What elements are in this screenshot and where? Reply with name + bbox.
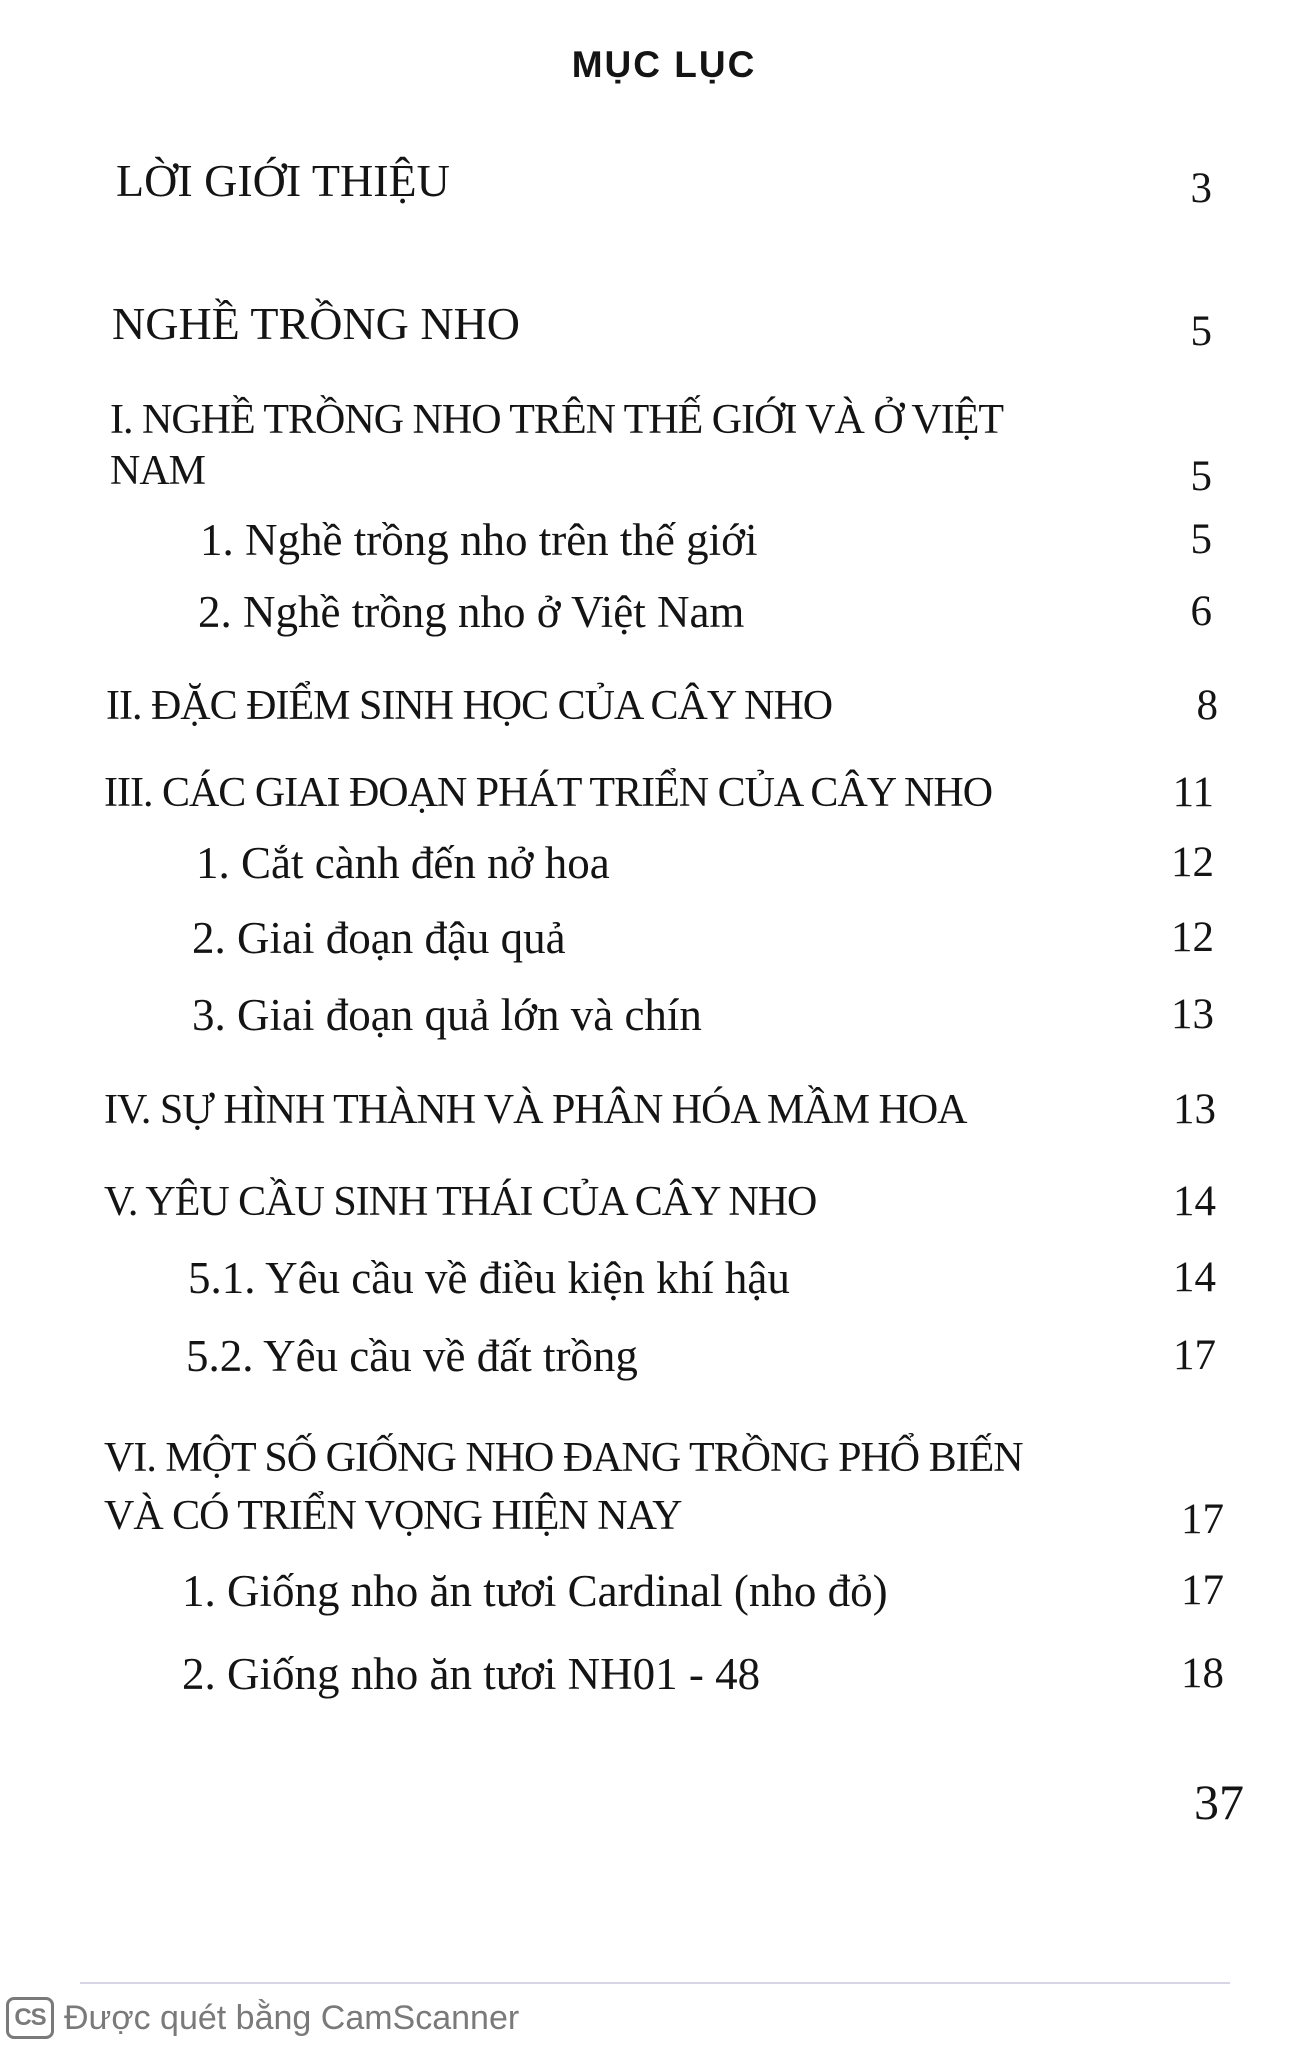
toc-entry-page: 13 <box>1171 991 1214 1038</box>
toc-entry-page: 5 <box>1190 516 1212 563</box>
toc-entry <box>0 912 1308 972</box>
toc-entry-label: 2. Nghề trồng nho ở Việt Nam <box>198 587 745 637</box>
toc-entry-label: 1. Giống nho ăn tươi Cardinal (nho đỏ) <box>182 1566 888 1616</box>
toc-entry <box>0 514 1308 574</box>
toc-entry <box>0 586 1308 646</box>
toc-entry <box>0 1565 1308 1625</box>
toc-entry-label: 1. Nghề trồng nho trên thế giới <box>200 515 758 565</box>
toc-entry <box>0 767 1308 827</box>
toc-entry-label: 5.1. Yêu cầu về điều kiện khí hậu <box>188 1253 790 1303</box>
camscanner-logo-icon: CS <box>6 1997 54 2039</box>
toc-entry-label: LỜI GIỚI THIỆU <box>116 155 450 206</box>
toc-entry <box>0 298 1308 358</box>
toc-entry-page: 18 <box>1181 1650 1224 1697</box>
toc-entry-label: I. NGHỀ TRỒNG NHO TRÊN THẾ GIỚI VÀ Ở VIỆT <box>110 397 1004 443</box>
toc-entry-page: 5 <box>1190 308 1212 355</box>
toc-entry-page: 13 <box>1173 1086 1216 1133</box>
toc-entry <box>0 1330 1308 1390</box>
toc-entry-label: VI. MỘT SỐ GIỐNG NHO ĐANG TRỒNG PHỔ BIẾN <box>104 1435 1023 1481</box>
toc-entry-page: 12 <box>1171 914 1214 961</box>
toc-entry <box>0 1432 1308 1492</box>
toc-entry-label: II. ĐẶC ĐIỂM SINH HỌC CỦA CÂY NHO <box>106 683 833 729</box>
toc-entry <box>0 445 1308 505</box>
toc-entry-label: IV. SỰ HÌNH THÀNH VÀ PHÂN HÓA MẦM HOA <box>104 1087 967 1133</box>
toc-entry-label: 2. Giống nho ăn tươi NH01 - 48 <box>182 1649 761 1699</box>
toc-entry <box>0 1648 1308 1708</box>
toc-entry-page: 6 <box>1190 588 1212 635</box>
toc-entry <box>0 155 1308 215</box>
toc-entry-label: 1. Cắt cành đến nở hoa <box>196 838 610 888</box>
toc-entry-page: 11 <box>1172 769 1214 816</box>
toc-entry <box>0 989 1308 1049</box>
toc-entry-page: 3 <box>1190 165 1212 212</box>
watermark-text: Được quét bằng CamScanner <box>64 1998 520 2037</box>
toc-entry-label: 5.2. Yêu cầu về đất trồng <box>186 1331 638 1381</box>
toc-entry-label: V. YÊU CẦU SINH THÁI CỦA CÂY NHO <box>104 1179 817 1225</box>
toc-entry-label: NGHỀ TRỒNG NHO <box>112 298 521 349</box>
camscanner-watermark <box>6 1996 519 2040</box>
toc-entry-page: 17 <box>1181 1496 1224 1543</box>
toc-entry <box>0 1084 1308 1144</box>
toc-entry-page: 12 <box>1171 839 1214 886</box>
toc-entry-page: 17 <box>1173 1332 1216 1379</box>
toc-entry <box>0 680 1308 740</box>
page-number: 37 <box>1194 1774 1244 1830</box>
scan-edge-line <box>80 1982 1230 1984</box>
page-title: MỤC LỤC <box>571 44 757 85</box>
toc-entry-page: 14 <box>1173 1254 1216 1301</box>
toc-entry <box>0 1252 1308 1312</box>
toc-entry <box>0 1490 1308 1550</box>
toc-entry-label: NAM <box>110 448 206 494</box>
toc-entry-page: 17 <box>1181 1567 1224 1614</box>
toc-entry-label: 3. Giai đoạn quả lớn và chín <box>192 990 702 1040</box>
toc-entry-label: VÀ CÓ TRIỂN VỌNG HIỆN NAY <box>104 1493 682 1539</box>
toc-entry-label: III. CÁC GIAI ĐOẠN PHÁT TRIỂN CỦA CÂY NHO <box>104 770 993 816</box>
toc-entry-page: 14 <box>1173 1178 1216 1225</box>
toc-entry-page: 5 <box>1190 453 1212 500</box>
toc-entry <box>0 837 1308 897</box>
toc-entry <box>0 1176 1308 1236</box>
toc-entry-label: 2. Giai đoạn đậu quả <box>192 913 566 963</box>
toc-entry-page: 8 <box>1196 682 1218 729</box>
